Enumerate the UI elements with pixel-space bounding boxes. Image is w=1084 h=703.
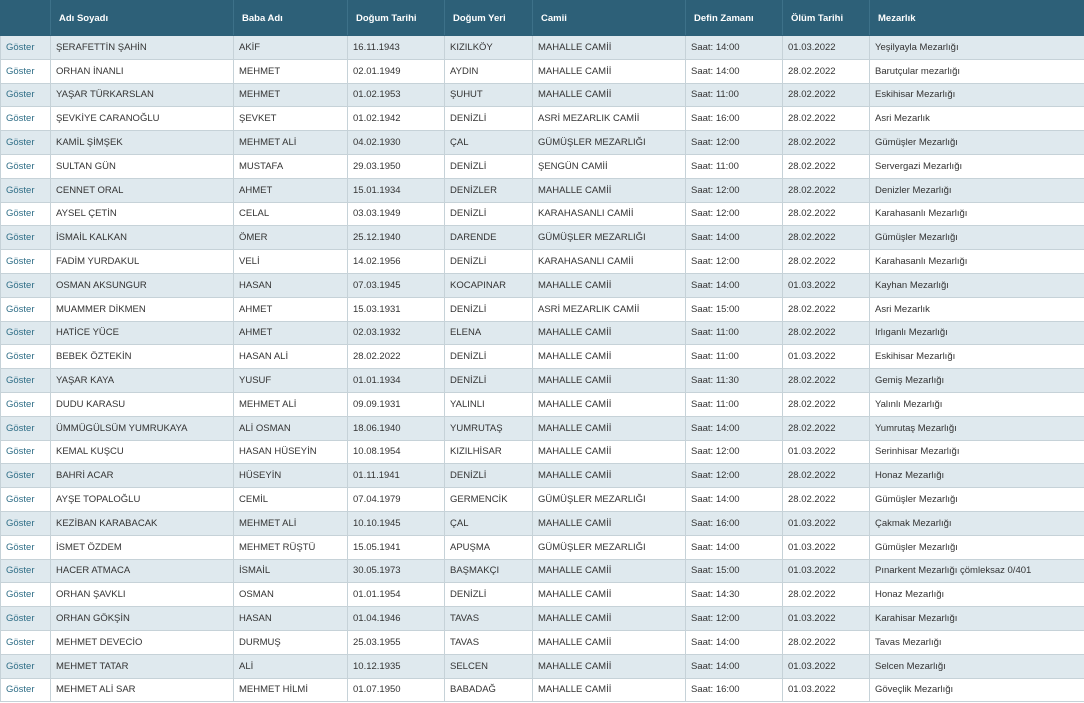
table-body xyxy=(1,36,1084,702)
birth-date: 04.02.1930 xyxy=(348,131,445,155)
birth-date: 25.03.1955 xyxy=(348,630,445,654)
death-date: 28.02.2022 xyxy=(783,154,870,178)
birth-date: 01.01.1934 xyxy=(348,369,445,393)
father-name: VELİ xyxy=(234,250,348,274)
table-row xyxy=(1,369,1084,393)
cemetery: Barutçular mezarlığı xyxy=(870,59,1084,83)
burial-time: Saat: 12:00 xyxy=(686,250,783,274)
cemetery: Gümüşler Mezarlığı xyxy=(870,488,1084,512)
birth-place: DENİZLİ xyxy=(445,297,533,321)
burial-time: Saat: 12:00 xyxy=(686,440,783,464)
birth-date: 30.05.1973 xyxy=(348,559,445,583)
birth-place: DENİZLİ xyxy=(445,107,533,131)
death-date: 28.02.2022 xyxy=(783,488,870,512)
father-name: CEMİL xyxy=(234,488,348,512)
father-name: OSMAN xyxy=(234,583,348,607)
death-date: 28.02.2022 xyxy=(783,202,870,226)
deceased-name: KEZİBAN KARABACAK xyxy=(51,511,234,535)
mosque: ASRİ MEZARLIK CAMİİ xyxy=(533,107,686,131)
show-link[interactable]: Göster xyxy=(1,131,51,155)
birth-place: DENİZLİ xyxy=(445,583,533,607)
show-link[interactable]: Göster xyxy=(1,535,51,559)
father-name: MEHMET xyxy=(234,59,348,83)
birth-date: 01.04.1946 xyxy=(348,607,445,631)
burial-time: Saat: 14:00 xyxy=(686,59,783,83)
show-link[interactable]: Göster xyxy=(1,321,51,345)
mosque: MAHALLE CAMİİ xyxy=(533,583,686,607)
father-name: AHMET xyxy=(234,321,348,345)
mosque: MAHALLE CAMİİ xyxy=(533,392,686,416)
birth-date: 25.12.1940 xyxy=(348,226,445,250)
show-link[interactable]: Göster xyxy=(1,345,51,369)
cemetery: Yeşilyayla Mezarlığı xyxy=(870,36,1084,60)
table-row xyxy=(1,630,1084,654)
deceased-name: MEHMET ALİ SAR xyxy=(51,678,234,702)
table-row xyxy=(1,392,1084,416)
death-date: 01.03.2022 xyxy=(783,678,870,702)
burial-time: Saat: 14:30 xyxy=(686,583,783,607)
cemetery: Eskihisar Mezarlığı xyxy=(870,345,1084,369)
birth-date: 01.02.1953 xyxy=(348,83,445,107)
table-row xyxy=(1,535,1084,559)
father-name: MEHMET xyxy=(234,83,348,107)
birth-place: APUŞMA xyxy=(445,535,533,559)
death-date: 28.02.2022 xyxy=(783,464,870,488)
header-burial-time: Defin Zamanı xyxy=(686,1,783,36)
mosque: MAHALLE CAMİİ xyxy=(533,345,686,369)
father-name: İSMAİL xyxy=(234,559,348,583)
death-date: 28.02.2022 xyxy=(783,321,870,345)
deceased-name: MEHMET TATAR xyxy=(51,654,234,678)
birth-place: DENİZLİ xyxy=(445,250,533,274)
show-link[interactable]: Göster xyxy=(1,250,51,274)
birth-date: 18.06.1940 xyxy=(348,416,445,440)
deceased-name: DUDU KARASU xyxy=(51,392,234,416)
birth-date: 10.12.1935 xyxy=(348,654,445,678)
table-row xyxy=(1,511,1084,535)
birth-date: 02.01.1949 xyxy=(348,59,445,83)
burial-time: Saat: 15:00 xyxy=(686,297,783,321)
show-link[interactable]: Göster xyxy=(1,511,51,535)
death-date: 28.02.2022 xyxy=(783,297,870,321)
birth-place: TAVAS xyxy=(445,630,533,654)
table-row xyxy=(1,345,1084,369)
show-link[interactable]: Göster xyxy=(1,559,51,583)
birth-date: 03.03.1949 xyxy=(348,202,445,226)
mosque: GÜMÜŞLER MEZARLIĞI xyxy=(533,131,686,155)
mosque: MAHALLE CAMİİ xyxy=(533,464,686,488)
birth-date: 29.03.1950 xyxy=(348,154,445,178)
show-link[interactable]: Göster xyxy=(1,440,51,464)
birth-place: ÇAL xyxy=(445,511,533,535)
mosque: MAHALLE CAMİİ xyxy=(533,559,686,583)
burial-time: Saat: 14:00 xyxy=(686,630,783,654)
father-name: AHMET xyxy=(234,178,348,202)
show-link[interactable]: Göster xyxy=(1,678,51,702)
show-link[interactable]: Göster xyxy=(1,654,51,678)
table-row xyxy=(1,226,1084,250)
death-date: 28.02.2022 xyxy=(783,392,870,416)
death-date: 28.02.2022 xyxy=(783,59,870,83)
death-date: 01.03.2022 xyxy=(783,345,870,369)
deceased-name: OSMAN AKSUNGUR xyxy=(51,273,234,297)
birth-date: 02.03.1932 xyxy=(348,321,445,345)
cemetery: Yumrutaş Mezarlığı xyxy=(870,416,1084,440)
table-row xyxy=(1,273,1084,297)
death-date: 01.03.2022 xyxy=(783,36,870,60)
cemetery: Servergazi Mezarlığı xyxy=(870,154,1084,178)
mosque: MAHALLE CAMİİ xyxy=(533,59,686,83)
birth-date: 07.03.1945 xyxy=(348,273,445,297)
burial-time: Saat: 12:00 xyxy=(686,178,783,202)
show-link[interactable]: Göster xyxy=(1,36,51,60)
mosque: MAHALLE CAMİİ xyxy=(533,511,686,535)
father-name: AKİF xyxy=(234,36,348,60)
father-name: MEHMET ALİ xyxy=(234,511,348,535)
burial-time: Saat: 16:00 xyxy=(686,107,783,131)
father-name: MEHMET RÜŞTÜ xyxy=(234,535,348,559)
header-action xyxy=(1,1,51,36)
burial-time: Saat: 14:00 xyxy=(686,535,783,559)
burial-time: Saat: 15:00 xyxy=(686,559,783,583)
table-header-row xyxy=(1,1,1084,36)
cemetery: Honaz Mezarlığı xyxy=(870,583,1084,607)
deceased-name: ŞERAFETTİN ŞAHİN xyxy=(51,36,234,60)
birth-date: 14.02.1956 xyxy=(348,250,445,274)
cemetery: Eskihisar Mezarlığı xyxy=(870,83,1084,107)
death-date: 28.02.2022 xyxy=(783,583,870,607)
deceased-name: BEBEK ÖZTEKİN xyxy=(51,345,234,369)
birth-date: 09.09.1931 xyxy=(348,392,445,416)
birth-date: 15.01.1934 xyxy=(348,178,445,202)
birth-place: DENİZLER xyxy=(445,178,533,202)
birth-place: KIZILKÖY xyxy=(445,36,533,60)
cemetery: Gümüşler Mezarlığı xyxy=(870,535,1084,559)
burial-time: Saat: 14:00 xyxy=(686,488,783,512)
burial-time: Saat: 11:00 xyxy=(686,83,783,107)
table-row xyxy=(1,83,1084,107)
death-date: 28.02.2022 xyxy=(783,416,870,440)
show-link[interactable]: Göster xyxy=(1,607,51,631)
death-date: 28.02.2022 xyxy=(783,178,870,202)
death-date: 28.02.2022 xyxy=(783,630,870,654)
father-name: HASAN HÜSEYİN xyxy=(234,440,348,464)
birth-date: 07.04.1979 xyxy=(348,488,445,512)
mosque: GÜMÜŞLER MEZARLIĞI xyxy=(533,535,686,559)
table-row xyxy=(1,202,1084,226)
cemetery: Gümüşler Mezarlığı xyxy=(870,131,1084,155)
show-link[interactable]: Göster xyxy=(1,202,51,226)
birth-place: BAŞMAKÇI xyxy=(445,559,533,583)
father-name: HÜSEYİN xyxy=(234,464,348,488)
birth-place: DENİZLİ xyxy=(445,369,533,393)
cemetery: Göveçlik Mezarlığı xyxy=(870,678,1084,702)
death-date: 28.02.2022 xyxy=(783,226,870,250)
father-name: ALİ OSMAN xyxy=(234,416,348,440)
cemetery: Asri Mezarlık xyxy=(870,107,1084,131)
death-date: 28.02.2022 xyxy=(783,369,870,393)
father-name: MEHMET ALİ xyxy=(234,131,348,155)
death-date: 28.02.2022 xyxy=(783,131,870,155)
birth-place: AYDIN xyxy=(445,59,533,83)
mosque: MAHALLE CAMİİ xyxy=(533,321,686,345)
show-link[interactable]: Göster xyxy=(1,297,51,321)
table-row xyxy=(1,250,1084,274)
burial-time: Saat: 11:00 xyxy=(686,392,783,416)
cemetery: Irlıganlı Mezarlığı xyxy=(870,321,1084,345)
burial-time: Saat: 14:00 xyxy=(686,273,783,297)
mosque: MAHALLE CAMİİ xyxy=(533,654,686,678)
header-death-date: Ölüm Tarihi xyxy=(783,1,870,36)
cemetery: Karahasanlı Mezarlığı xyxy=(870,202,1084,226)
death-date: 01.03.2022 xyxy=(783,607,870,631)
birth-place: DARENDE xyxy=(445,226,533,250)
deceased-name: ORHAN GÖKŞİN xyxy=(51,607,234,631)
mosque: MAHALLE CAMİİ xyxy=(533,630,686,654)
deceased-name: MUAMMER DİKMEN xyxy=(51,297,234,321)
birth-place: SELCEN xyxy=(445,654,533,678)
burial-time: Saat: 11:00 xyxy=(686,321,783,345)
deceased-name: İSMET ÖZDEM xyxy=(51,535,234,559)
table-row xyxy=(1,559,1084,583)
table-row xyxy=(1,654,1084,678)
cemetery: Pınarkent Mezarlığı çömleksaz 0/401 xyxy=(870,559,1084,583)
death-date: 01.03.2022 xyxy=(783,273,870,297)
show-link[interactable]: Göster xyxy=(1,464,51,488)
birth-date: 10.10.1945 xyxy=(348,511,445,535)
table-row xyxy=(1,488,1084,512)
show-link[interactable]: Göster xyxy=(1,416,51,440)
mosque: MAHALLE CAMİİ xyxy=(533,678,686,702)
father-name: ŞEVKET xyxy=(234,107,348,131)
show-link[interactable]: Göster xyxy=(1,59,51,83)
deceased-name: BAHRİ ACAR xyxy=(51,464,234,488)
table-row xyxy=(1,607,1084,631)
burial-time: Saat: 11:30 xyxy=(686,369,783,393)
deceased-name: YAŞAR TÜRKARSLAN xyxy=(51,83,234,107)
table-row xyxy=(1,464,1084,488)
mosque: MAHALLE CAMİİ xyxy=(533,416,686,440)
birth-place: KIZILHİSAR xyxy=(445,440,533,464)
show-link[interactable]: Göster xyxy=(1,226,51,250)
father-name: AHMET xyxy=(234,297,348,321)
mosque: ŞENGÜN CAMİİ xyxy=(533,154,686,178)
burial-time: Saat: 12:00 xyxy=(686,202,783,226)
table-row xyxy=(1,321,1084,345)
cemetery: Asri Mezarlık xyxy=(870,297,1084,321)
father-name: CELAL xyxy=(234,202,348,226)
burial-time: Saat: 16:00 xyxy=(686,511,783,535)
cemetery: Honaz Mezarlığı xyxy=(870,464,1084,488)
table-row xyxy=(1,178,1084,202)
birth-place: KOCAPINAR xyxy=(445,273,533,297)
header-name: Adı Soyadı xyxy=(51,1,234,36)
mosque: MAHALLE CAMİİ xyxy=(533,273,686,297)
mosque: MAHALLE CAMİİ xyxy=(533,607,686,631)
table-row xyxy=(1,131,1084,155)
show-link[interactable]: Göster xyxy=(1,273,51,297)
burial-time: Saat: 14:00 xyxy=(686,36,783,60)
burial-time: Saat: 11:00 xyxy=(686,345,783,369)
table-row xyxy=(1,59,1084,83)
mosque: GÜMÜŞLER MEZARLIĞI xyxy=(533,226,686,250)
mosque: MAHALLE CAMİİ xyxy=(533,36,686,60)
death-date: 01.03.2022 xyxy=(783,535,870,559)
deceased-name: FADİM YURDAKUL xyxy=(51,250,234,274)
cemetery: Çakmak Mezarlığı xyxy=(870,511,1084,535)
death-date: 01.03.2022 xyxy=(783,559,870,583)
show-link[interactable]: Göster xyxy=(1,369,51,393)
burial-time: Saat: 12:00 xyxy=(686,131,783,155)
father-name: HASAN xyxy=(234,273,348,297)
show-link[interactable]: Göster xyxy=(1,392,51,416)
mosque: GÜMÜŞLER MEZARLIĞI xyxy=(533,488,686,512)
mosque: MAHALLE CAMİİ xyxy=(533,369,686,393)
father-name: HASAN xyxy=(234,607,348,631)
father-name: HASAN ALİ xyxy=(234,345,348,369)
table-row xyxy=(1,416,1084,440)
cemetery: Yalınlı Mezarlığı xyxy=(870,392,1084,416)
birth-place: BABADAĞ xyxy=(445,678,533,702)
header-cemetery: Mezarlık xyxy=(870,1,1084,36)
burial-time: Saat: 14:00 xyxy=(686,226,783,250)
birth-place: DENİZLİ xyxy=(445,345,533,369)
mosque: KARAHASANLI CAMİİ xyxy=(533,202,686,226)
header-birth-date: Doğum Tarihi xyxy=(348,1,445,36)
burial-time: Saat: 16:00 xyxy=(686,678,783,702)
death-date: 28.02.2022 xyxy=(783,107,870,131)
deceased-name: YAŞAR KAYA xyxy=(51,369,234,393)
table-row xyxy=(1,154,1084,178)
birth-date: 15.05.1941 xyxy=(348,535,445,559)
deceased-name: AYSEL ÇETİN xyxy=(51,202,234,226)
deceased-name: HATİCE YÜCE xyxy=(51,321,234,345)
father-name: ÖMER xyxy=(234,226,348,250)
death-date: 01.03.2022 xyxy=(783,440,870,464)
cemetery: Gemiş Mezarlığı xyxy=(870,369,1084,393)
show-link[interactable]: Göster xyxy=(1,178,51,202)
deceased-name: CENNET ORAL xyxy=(51,178,234,202)
death-date: 01.03.2022 xyxy=(783,654,870,678)
deceased-name: MEHMET DEVECİO xyxy=(51,630,234,654)
birth-place: DENİZLİ xyxy=(445,202,533,226)
show-link[interactable]: Göster xyxy=(1,630,51,654)
cemetery: Serinhisar Mezarlığı xyxy=(870,440,1084,464)
deceased-name: HACER ATMACA xyxy=(51,559,234,583)
birth-date: 01.01.1954 xyxy=(348,583,445,607)
birth-place: YUMRUTAŞ xyxy=(445,416,533,440)
mosque: MAHALLE CAMİİ xyxy=(533,178,686,202)
death-date: 28.02.2022 xyxy=(783,250,870,274)
birth-place: ÇAL xyxy=(445,131,533,155)
deceased-name: AYŞE TOPALOĞLU xyxy=(51,488,234,512)
burial-time: Saat: 14:00 xyxy=(686,654,783,678)
burial-time: Saat: 14:00 xyxy=(686,416,783,440)
birth-date: 10.08.1954 xyxy=(348,440,445,464)
birth-date: 01.11.1941 xyxy=(348,464,445,488)
birth-date: 01.07.1950 xyxy=(348,678,445,702)
show-link[interactable]: Göster xyxy=(1,488,51,512)
deceased-name: İSMAİL KALKAN xyxy=(51,226,234,250)
burial-time: Saat: 12:00 xyxy=(686,464,783,488)
father-name: ALİ xyxy=(234,654,348,678)
birth-place: GERMENCİK xyxy=(445,488,533,512)
father-name: MEHMET HİLMİ xyxy=(234,678,348,702)
deceased-name: ORHAN İNANLI xyxy=(51,59,234,83)
deceased-name: ŞEVKİYE CARANOĞLU xyxy=(51,107,234,131)
mosque: MAHALLE CAMİİ xyxy=(533,440,686,464)
birth-place: ELENA xyxy=(445,321,533,345)
show-link[interactable]: Göster xyxy=(1,83,51,107)
deceased-name: KEMAL KUŞCU xyxy=(51,440,234,464)
burial-time: Saat: 11:00 xyxy=(686,154,783,178)
mosque: MAHALLE CAMİİ xyxy=(533,83,686,107)
cemetery: Karahasanlı Mezarlığı xyxy=(870,250,1084,274)
birth-date: 28.02.2022 xyxy=(348,345,445,369)
father-name: MUSTAFA xyxy=(234,154,348,178)
deceased-name: ORHAN ŞAVKLI xyxy=(51,583,234,607)
father-name: DURMUŞ xyxy=(234,630,348,654)
header-birth-place: Doğum Yeri xyxy=(445,1,533,36)
death-date: 01.03.2022 xyxy=(783,511,870,535)
header-mosque: Camii xyxy=(533,1,686,36)
cemetery: Selcen Mezarlığı xyxy=(870,654,1084,678)
birth-date: 15.03.1931 xyxy=(348,297,445,321)
table-row xyxy=(1,583,1084,607)
header-father-name: Baba Adı xyxy=(234,1,348,36)
cemetery: Gümüşler Mezarlığı xyxy=(870,226,1084,250)
cemetery: Karahisar Mezarlığı xyxy=(870,607,1084,631)
table-row xyxy=(1,440,1084,464)
mosque: KARAHASANLI CAMİİ xyxy=(533,250,686,274)
cemetery: Tavas Mezarlığı xyxy=(870,630,1084,654)
birth-place: TAVAS xyxy=(445,607,533,631)
table-row xyxy=(1,678,1084,702)
cemetery: Kayhan Mezarlığı xyxy=(870,273,1084,297)
table-row xyxy=(1,36,1084,60)
burial-time: Saat: 12:00 xyxy=(686,607,783,631)
birth-place: DENİZLİ xyxy=(445,464,533,488)
birth-date: 16.11.1943 xyxy=(348,36,445,60)
show-link[interactable]: Göster xyxy=(1,154,51,178)
death-date: 28.02.2022 xyxy=(783,83,870,107)
father-name: YUSUF xyxy=(234,369,348,393)
table-row xyxy=(1,297,1084,321)
show-link[interactable]: Göster xyxy=(1,107,51,131)
father-name: MEHMET ALİ xyxy=(234,392,348,416)
deceased-name: KAMİL ŞİMŞEK xyxy=(51,131,234,155)
birth-date: 01.02.1942 xyxy=(348,107,445,131)
show-link[interactable]: Göster xyxy=(1,583,51,607)
birth-place: ŞUHUT xyxy=(445,83,533,107)
deceased-name: SULTAN GÜN xyxy=(51,154,234,178)
birth-place: DENİZLİ xyxy=(445,154,533,178)
deceased-name: ÜMMÜGÜLSÜM YUMRUKAYA xyxy=(51,416,234,440)
cemetery: Denizler Mezarlığı xyxy=(870,178,1084,202)
mosque: ASRİ MEZARLIK CAMİİ xyxy=(533,297,686,321)
birth-place: YALINLI xyxy=(445,392,533,416)
table-row xyxy=(1,107,1084,131)
